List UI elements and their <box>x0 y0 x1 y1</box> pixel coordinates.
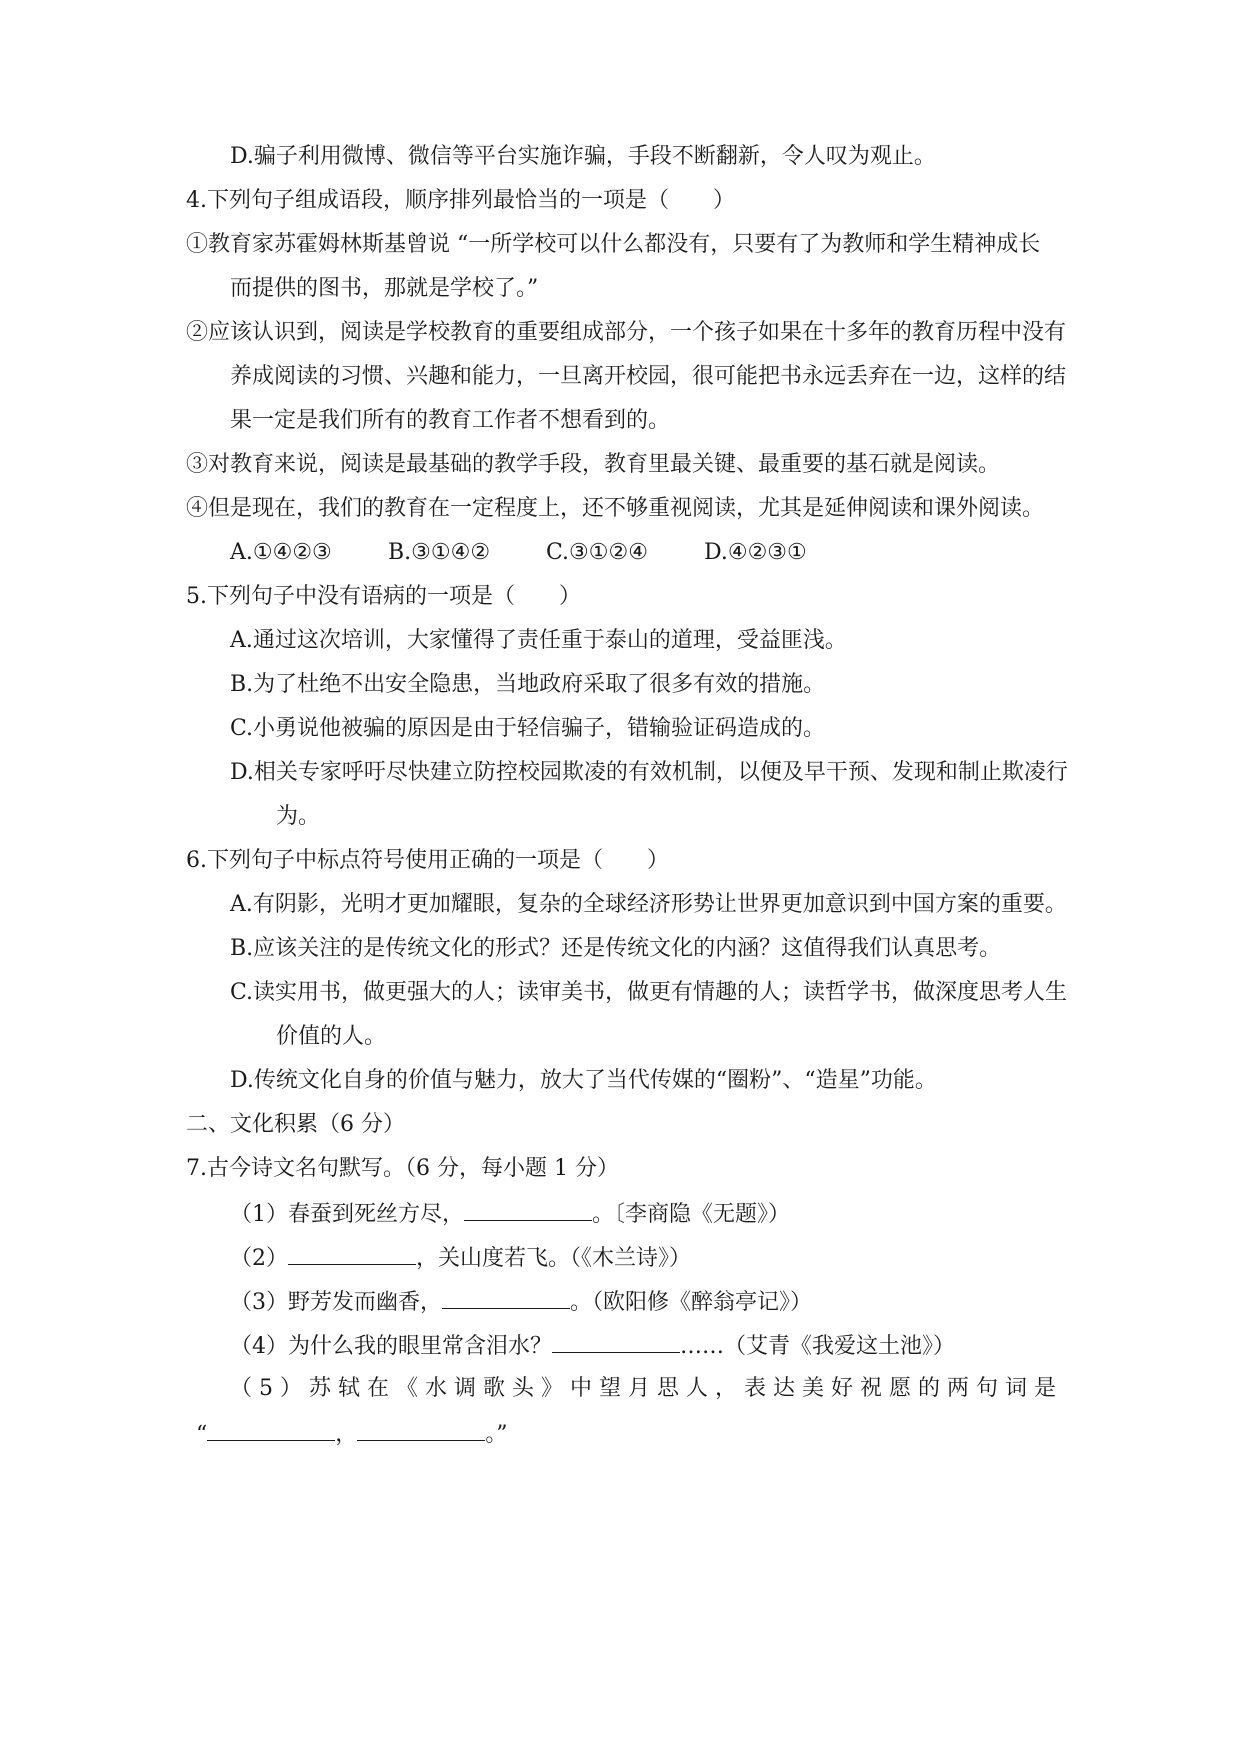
q7-item-1-blank[interactable] <box>464 1198 592 1221</box>
q7-item-5-char: ， <box>714 1376 737 1401</box>
q7-item-5-char: 头 <box>511 1376 534 1401</box>
q7-item-5-char: 调 <box>453 1376 476 1401</box>
q5-option-c: C.小勇说他被骗的原因是由于轻信骗子，错输验证码造成的。 <box>230 716 826 741</box>
q7-item-5-char: 人 <box>685 1376 708 1401</box>
q7-item-2-number: （2） <box>230 1246 288 1271</box>
q6-option-d: D.传统文化自身的价值与魅力，放大了当代传媒的“圈粉”、“造星”功能。 <box>230 1068 937 1093</box>
q7-item-5-char: 祝 <box>859 1376 882 1401</box>
q5-option-b: B.为了杜绝不出安全隐患，当地政府采取了很多有效的措施。 <box>230 672 826 697</box>
q7-item-1 <box>230 1198 790 1230</box>
q7-item-5-char: 歌 <box>482 1376 505 1401</box>
q7-item-4-source: ……（艾青《我爱这土池》） <box>680 1334 956 1359</box>
q7-item-5-char: 轼 <box>337 1376 360 1401</box>
q7-item-3-source: 。（欧阳修《醉翁亭记》） <box>570 1290 813 1315</box>
q4-sentence-2-line-3: 果一定是我们所有的教育工作者不想看到的。 <box>230 408 671 433</box>
q7-item-5-line-1 <box>230 1374 1056 1404</box>
q4-option-a: A.①④②③ <box>230 540 332 565</box>
q6-option-c-line-1: C.读实用书，做更强大的人；读审美书，做更有情趣的人；读哲学书，做深度思考人生 <box>230 980 1068 1005</box>
q7-item-5-open-quote: “ <box>196 1422 208 1447</box>
q5-option-d-line-1: D.相关专家呼吁尽快建立防控校园欺凌的有效机制，以便及早干预、发现和制止欺凌行 <box>230 760 1068 785</box>
q7-item-5-char: 词 <box>1004 1376 1027 1401</box>
q6-option-b: B.应该关注的是传统文化的形式？还是传统文化的内涵？这值得我们认真思考。 <box>230 936 1002 961</box>
q7-item-5-char: （ <box>230 1376 253 1401</box>
q7-item-5-blank-2[interactable] <box>357 1418 485 1441</box>
q7-item-5-char: 月 <box>627 1376 650 1401</box>
q6-option-c-line-2: 价值的人。 <box>276 1024 387 1049</box>
q7-item-3 <box>230 1286 812 1318</box>
q3-option-d: D.骗子利用微博、微信等平台实施诈骗，手段不断翻新，令人叹为观止。 <box>230 144 936 169</box>
q5-stem: 5.下列句子中没有语病的一项是（ ） <box>186 584 581 609</box>
q7-item-5-char: 中 <box>569 1376 592 1401</box>
q7-item-5-char: 句 <box>975 1376 998 1401</box>
q4-option-d: D.④②③① <box>704 540 807 565</box>
q7-item-5-char: 好 <box>830 1376 853 1401</box>
q6-option-a: A.有阴影，光明才更加耀眼，复杂的全球经济形势让世界更加意识到中国方案的重要。 <box>230 892 1067 917</box>
q4-options <box>230 538 862 568</box>
q7-item-3-blank[interactable] <box>442 1286 570 1309</box>
q4-sentence-4: ④但是现在，我们的教育在一定程度上，还不够重视阅读，尤其是延伸阅读和课外阅读。 <box>186 496 1045 521</box>
q7-item-5-char: 达 <box>772 1376 795 1401</box>
q4-sentence-1-line-1: ①教育家苏霍姆林斯基曾说 “一所学校可以什么都没有，只要有了为教师和学生精神成长 <box>186 232 1041 257</box>
q7-item-5-char: 水 <box>424 1376 447 1401</box>
q4-sentence-2-line-2: 养成阅读的习惯、兴趣和能力，一旦离开校园，很可能把书永远丢弃在一边，这样的结 <box>230 364 1067 389</box>
q7-item-5-char: ） <box>279 1376 302 1401</box>
q7-item-5-char: 愿 <box>888 1376 911 1401</box>
q5-option-a: A.通过这次培训，大家懂得了责任重于泰山的道理，受益匪浅。 <box>230 628 847 653</box>
q7-item-5-line-2 <box>196 1418 508 1450</box>
q7-item-2-blank[interactable] <box>288 1242 416 1265</box>
q7-item-4 <box>230 1330 955 1362</box>
q4-option-b: B.③①④② <box>388 540 491 565</box>
q7-item-5-char: 美 <box>801 1376 824 1401</box>
q7-item-2-text: ，关山度若飞。（《木兰诗》） <box>416 1246 692 1271</box>
q7-item-2 <box>230 1242 691 1274</box>
q7-item-5-blank-1[interactable] <box>207 1418 335 1441</box>
q6-stem: 6.下列句子中标点符号使用正确的一项是（ ） <box>186 848 669 873</box>
q7-item-5-char: 《 <box>395 1376 418 1401</box>
q4-sentence-2-line-1: ②应该认识到，阅读是学校教育的重要组成部分，一个孩子如果在十多年的教育历程中没有 <box>186 320 1067 345</box>
q7-item-5-char: 在 <box>366 1376 389 1401</box>
q7-item-5-char: 》 <box>540 1376 563 1401</box>
q7-item-1-text: （1）春蚕到死丝方尽， <box>230 1202 464 1227</box>
q7-item-5-char: 5 <box>259 1376 273 1401</box>
section-2-heading: 二、文化积累（6 分） <box>186 1112 405 1137</box>
q7-item-4-text: （4）为什么我的眼里常含泪水？ <box>230 1334 552 1359</box>
q7-item-5-char: 表 <box>743 1376 766 1401</box>
q4-sentence-3: ③对教育来说，阅读是最基础的教学手段，教育里最关键、最重要的基石就是阅读。 <box>186 452 1001 477</box>
q7-item-5-char: 两 <box>946 1376 969 1401</box>
q7-item-5-char: 苏 <box>308 1376 331 1401</box>
q7-item-5-close: 。” <box>485 1422 508 1447</box>
q4-stem: 4.下列句子组成语段，顺序排列最恰当的一项是（ ） <box>186 188 735 213</box>
q7-item-5-char: 是 <box>1033 1376 1056 1401</box>
q7-item-5-comma: ， <box>335 1422 358 1447</box>
q4-sentence-1-line-2: 而提供的图书，那就是学校了。” <box>230 276 539 301</box>
q4-option-c: C.③①②④ <box>546 540 648 565</box>
q7-item-5-char: 思 <box>656 1376 679 1401</box>
q5-option-d-line-2: 为。 <box>276 804 321 829</box>
q7-item-4-blank[interactable] <box>552 1330 680 1353</box>
q7-stem: 7.古今诗文名句默写。（6 分，每小题 1 分） <box>186 1156 619 1181</box>
q7-item-5-char: 的 <box>917 1376 940 1401</box>
q7-item-3-text: （3）野芳发而幽香， <box>230 1290 442 1315</box>
q7-item-1-source: 。〔李商隐《无题》） <box>592 1202 791 1227</box>
q7-item-5-char: 望 <box>598 1376 621 1401</box>
